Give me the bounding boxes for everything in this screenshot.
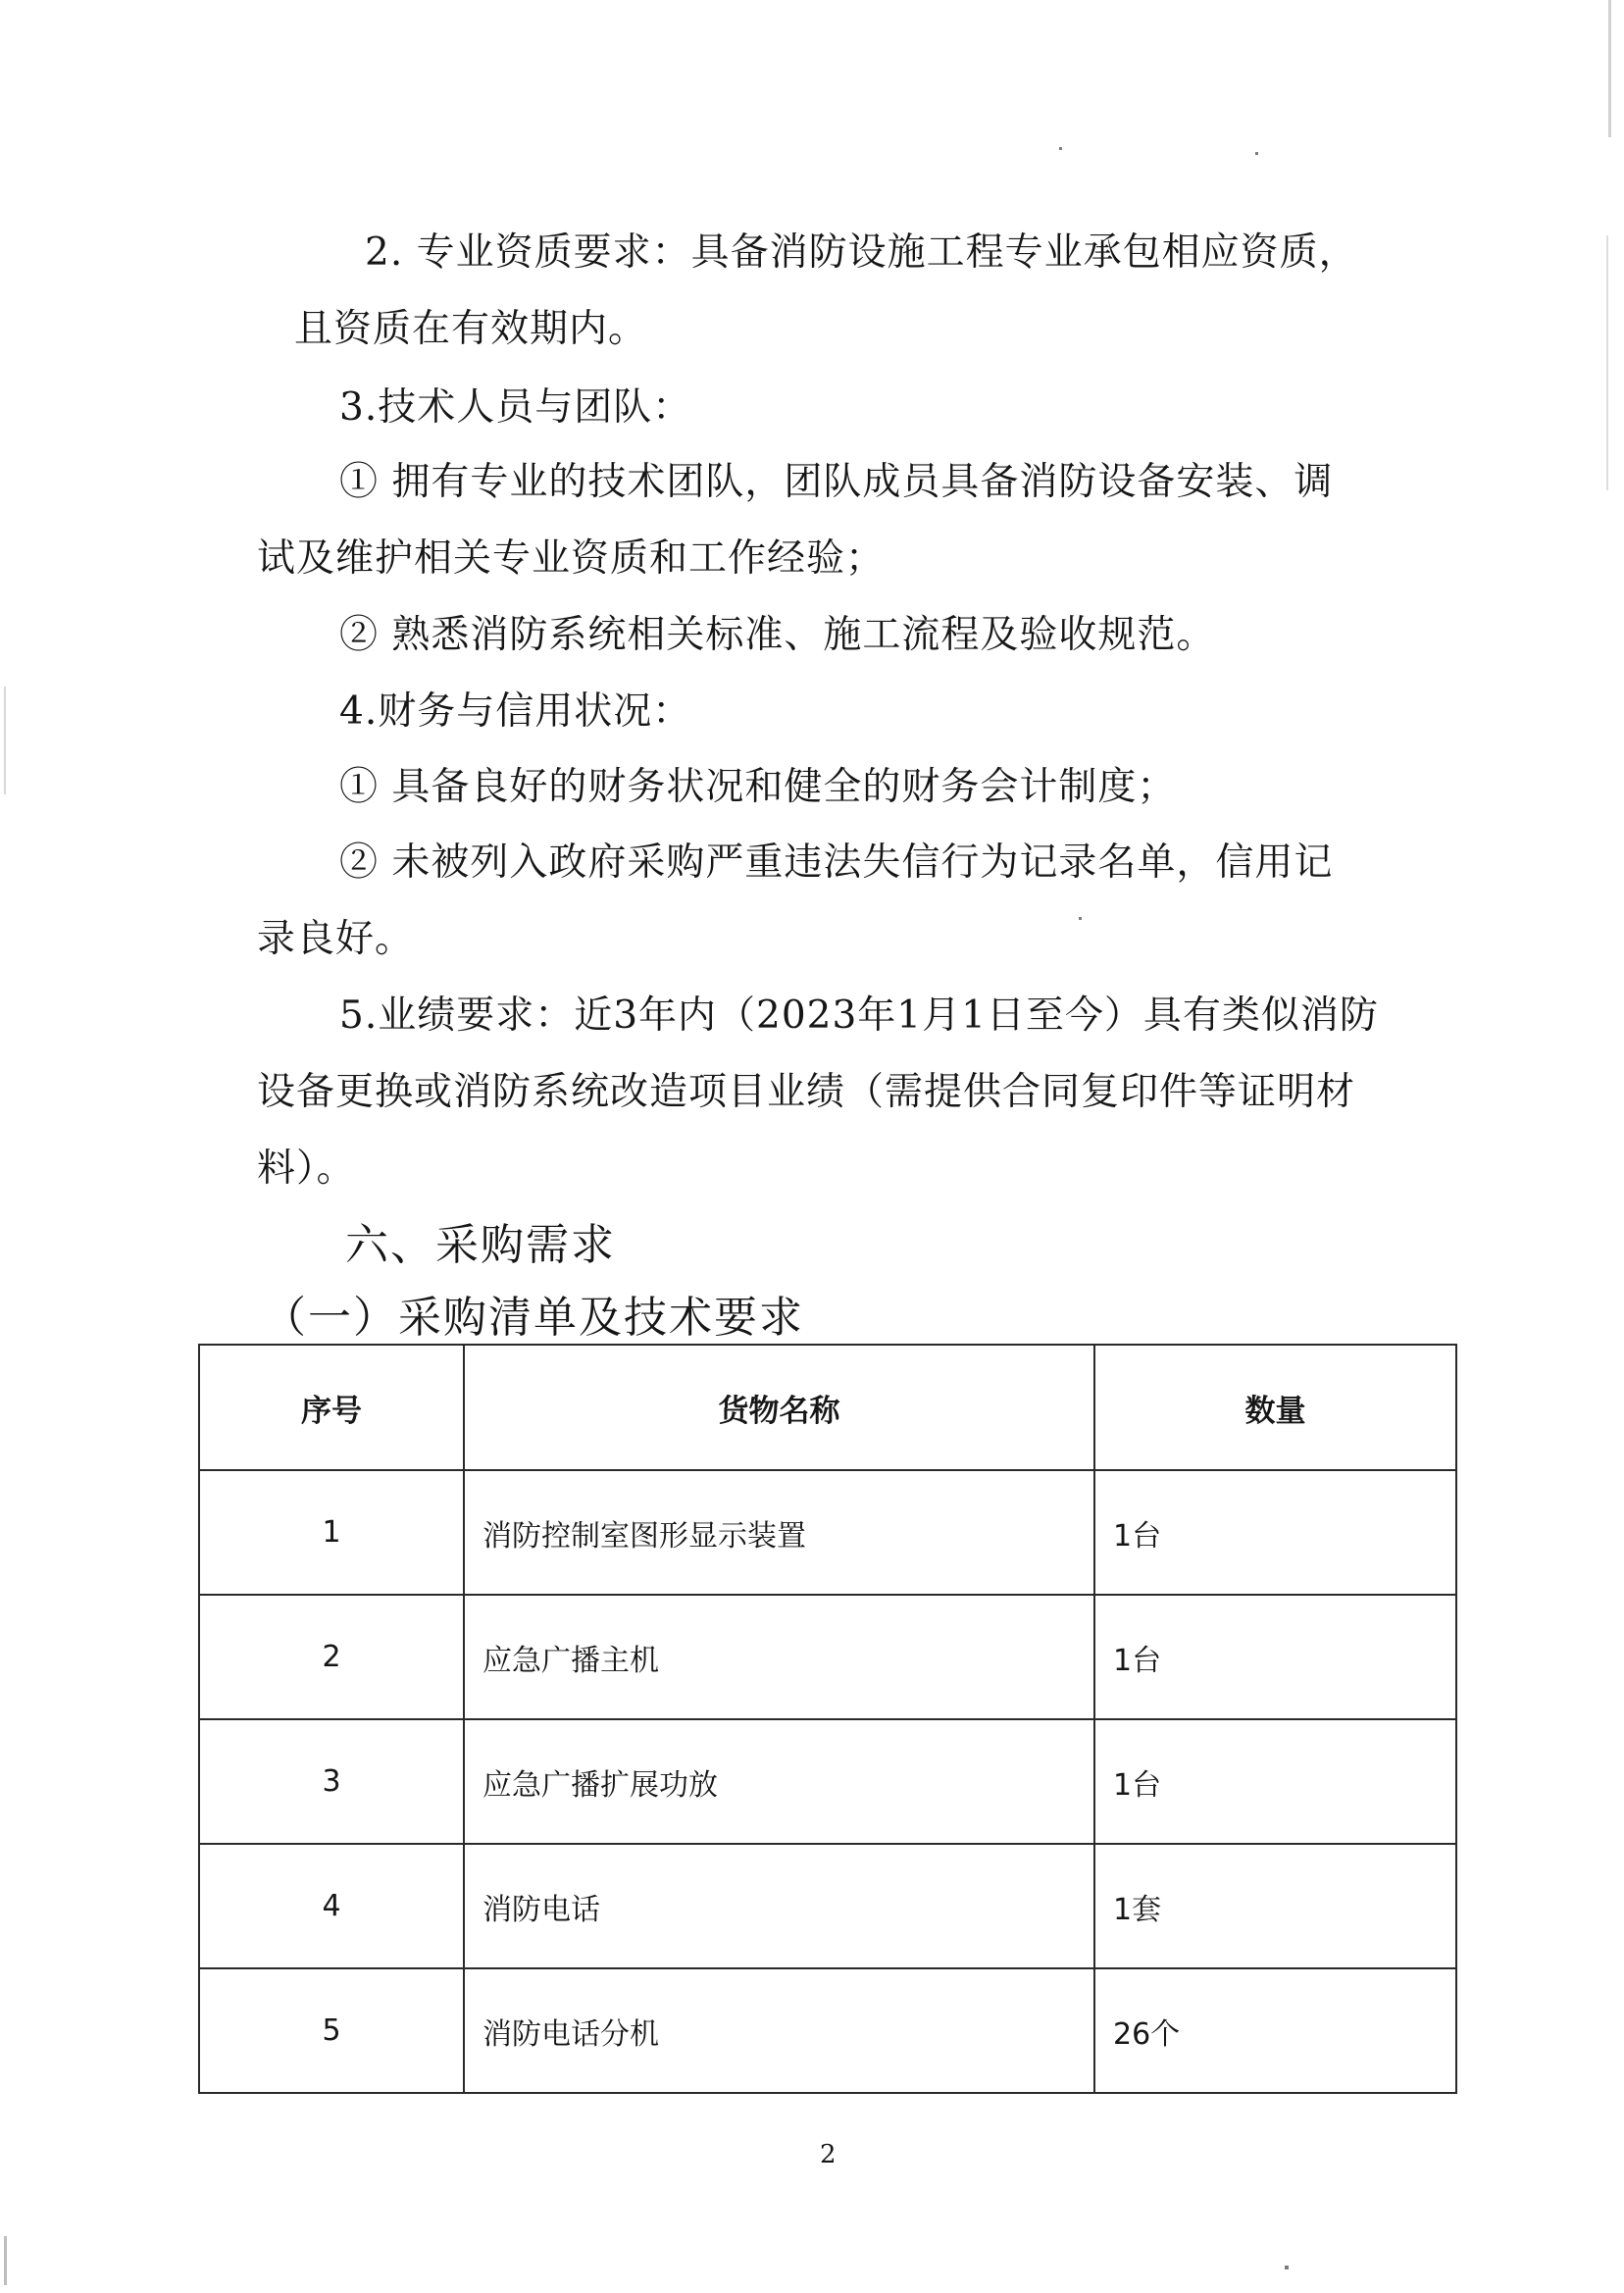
item-quantity: 1台: [1094, 1595, 1456, 1719]
scan-edge-mark: [1606, 235, 1608, 490]
paragraph-line: 试及维护相关专业资质和工作经验；: [257, 536, 886, 581]
table-row: [199, 1470, 1456, 1595]
paragraph-line: 料）。: [257, 1146, 356, 1191]
scan-speck: [1255, 152, 1258, 155]
page-number: 2: [820, 2140, 837, 2169]
row-index: 5: [199, 1968, 464, 2093]
scan-speck: [1059, 147, 1062, 150]
column-header-quantity: 数量: [1094, 1345, 1456, 1470]
paragraph-line: 设备更换或消防系统改造项目业绩（需提供合同复印件等证明材: [257, 1070, 1356, 1114]
paragraph-line: ② 未被列入政府采购严重违法失信行为记录名单，信用记: [339, 841, 1334, 885]
item-quantity: 26个: [1094, 1968, 1456, 2093]
scan-speck: [1079, 917, 1082, 920]
item-name: 应急广播扩展功放: [464, 1719, 1094, 1844]
paragraph-line: 3.技术人员与团队：: [339, 385, 692, 430]
scan-edge-mark: [4, 2236, 7, 2285]
column-header-index: 序号: [199, 1345, 464, 1470]
item-name: 消防电话分机: [464, 1968, 1094, 2093]
scan-edge-mark: [1608, 0, 1611, 137]
paragraph-line: ① 拥有专业的技术团队，团队成员具备消防设备安装、调: [339, 460, 1334, 504]
table-row: [199, 1844, 1456, 1968]
item-quantity: 1套: [1094, 1844, 1456, 1968]
paragraph-line: 5.业绩要求：近3年内（2023年1月1日至今）具有类似消防: [339, 994, 1379, 1038]
paragraph-line: 4.财务与信用状况：: [339, 689, 692, 734]
item-name: 消防电话: [464, 1844, 1094, 1968]
item-name: 应急广播主机: [464, 1595, 1094, 1719]
table-header-row: [199, 1345, 1456, 1470]
row-index: 4: [199, 1844, 464, 1968]
row-index: 3: [199, 1719, 464, 1844]
paragraph-line: 录良好。: [257, 917, 415, 961]
subsection-title: （一）采购清单及技术要求: [263, 1293, 804, 1343]
paragraph-line: ① 具备良好的财务状况和健全的财务会计制度；: [339, 765, 1177, 809]
item-name: 消防控制室图形显示装置: [464, 1470, 1094, 1595]
table-row: [199, 1595, 1456, 1719]
row-index: 1: [199, 1470, 464, 1595]
row-index: 2: [199, 1595, 464, 1719]
column-header-item-name: 货物名称: [464, 1345, 1094, 1470]
procurement-table: [198, 1344, 1457, 2094]
paragraph-line: 2. 专业资质要求：具备消防设施工程专业承包相应资质，: [365, 230, 1358, 275]
scan-edge-mark: [4, 687, 6, 794]
scan-speck: [1285, 2266, 1289, 2269]
item-quantity: 1台: [1094, 1719, 1456, 1844]
paragraph-line: ② 熟悉消防系统相关标准、施工流程及验收规范。: [339, 613, 1216, 657]
table-row: [199, 1968, 1456, 2093]
table-row: [199, 1719, 1456, 1844]
paragraph-line: 且资质在有效期内。: [294, 307, 648, 351]
section-title: 六、采购需求: [345, 1220, 616, 1270]
item-quantity: 1台: [1094, 1470, 1456, 1595]
